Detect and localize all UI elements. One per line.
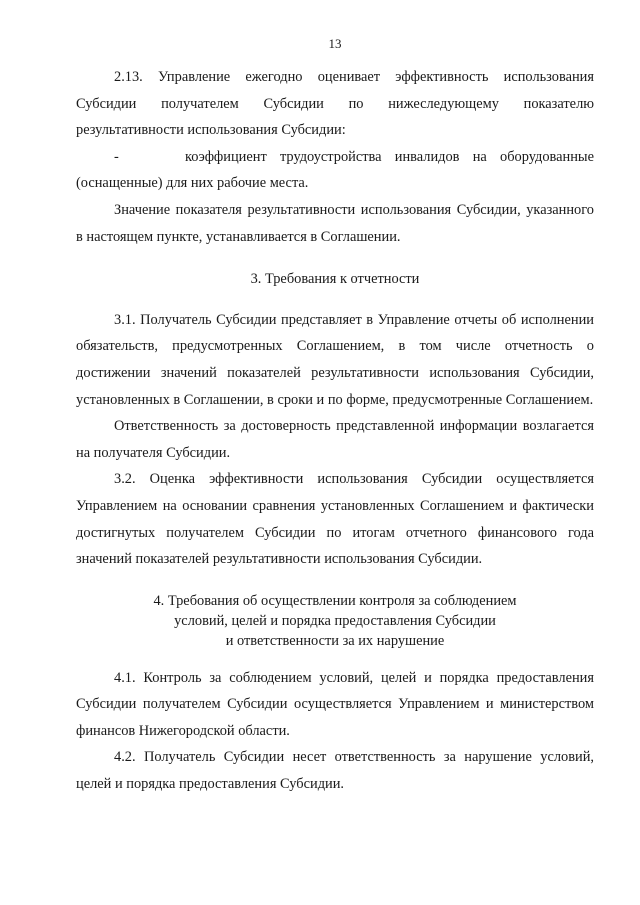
- paragraph-2-13: 2.13. Управление ежегодно оценивает эффективность использования Субсидии получателем Субсидии по нижеследующему показателю результативности использования Субсидии:: [76, 69, 594, 139]
- document-body: [76, 64, 594, 798]
- paragraph-4-2: 4.2. Получатель Субсидии несет ответственность за нарушение условий, целей и порядка предоставления Субсидии.: [76, 749, 594, 793]
- section-3-heading: 3. Требования к отчетности: [250, 271, 420, 288]
- paragraph-4-1: 4.1. Контроль за соблюдением условий, целей и порядка предоставления Субсидии получателем Субсидии осуществляется Управлением и министерством финансов Нижегородской области.: [76, 669, 594, 739]
- paragraph-indicator-value: Значение показателя результативности использования Субсидии, указанного в настоящем пункте, устанавливается в Соглашении.: [76, 201, 594, 245]
- section-4-heading-line-3: и ответственности за их нарушение: [225, 632, 445, 649]
- paragraph-3-1: 3.1. Получатель Субсидии представляет в Управление отчеты об исполнении обязательств, предусмотренных Соглашением, в том числе отчетность о достижении значений показателей результативности использования Субсидии, установленных в Соглашении, в сроки и по форме, предусмотренные Соглашением.: [76, 311, 594, 408]
- section-4-heading-line-2: условий, целей и порядка предоставления Субсидии: [174, 612, 496, 629]
- document-page: [76, 0, 594, 905]
- paragraph-3-2: 3.2. Оценка эффективности использования Субсидии осуществляется Управлением на основании сравнения установленных Соглашением и фактически достигнутых получателем Субсидии по итогам отчетного финансового года значений показателей результативности использования Субсидии.: [76, 471, 594, 568]
- section-4-heading-line-1: 4. Требования об осуществлении контроля за соблюдением: [153, 592, 517, 609]
- paragraph-indicator-item: - коэффициент трудоустройства инвалидов на оборудованные (оснащенные) для них рабочие места.: [76, 148, 594, 192]
- page-number: 13: [328, 36, 342, 51]
- paragraph-responsibility: Ответственность за достоверность представленной информации возлагается на получателя Субсидии.: [76, 418, 594, 461]
- section-4-heading: [76, 591, 594, 651]
